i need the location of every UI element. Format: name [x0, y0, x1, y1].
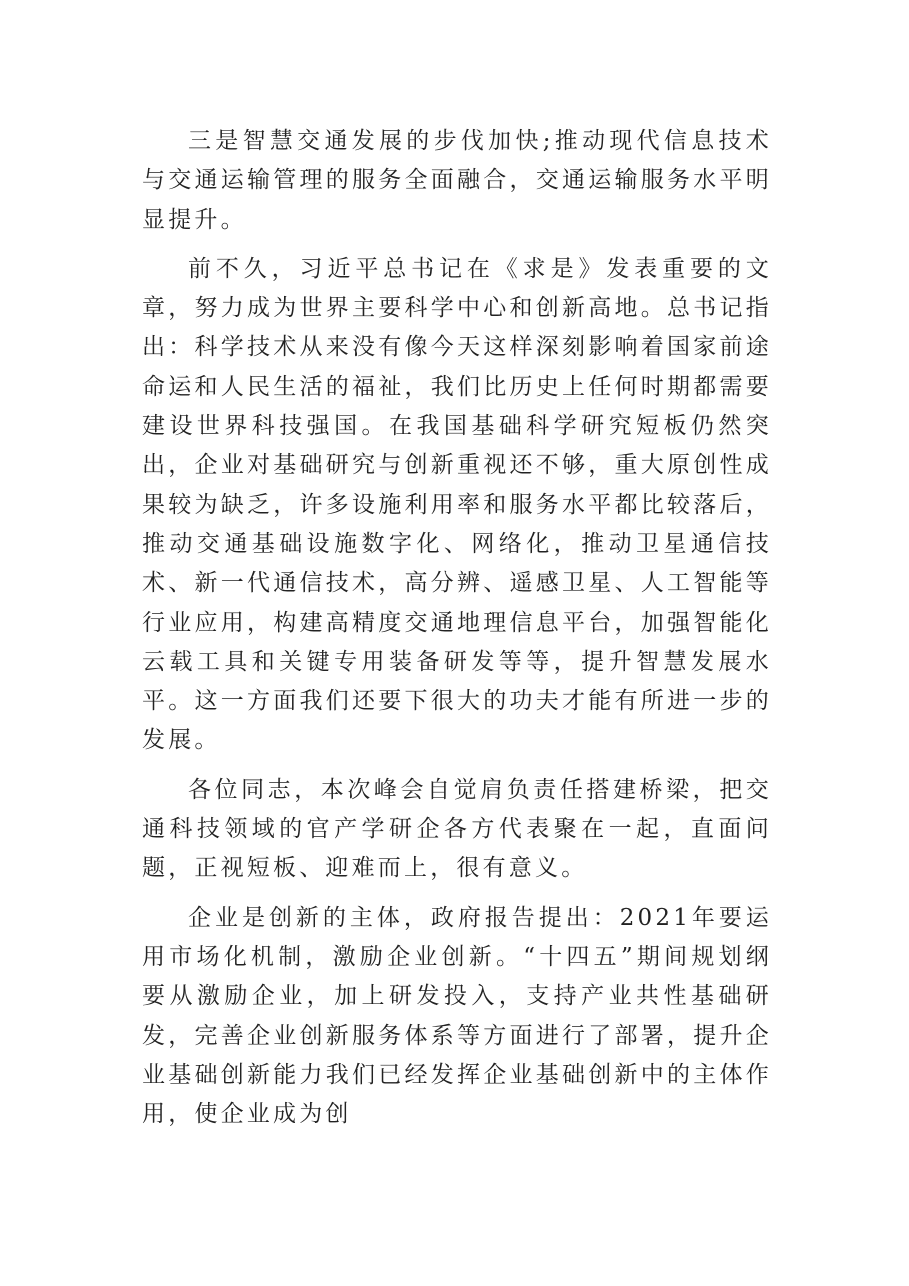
- paragraph-summit: 各位同志，本次峰会自觉肩负责任搭建桥梁，把交通科技领域的官产学研企各方代表聚在一起，直面问题，正视短板、迎难而上，很有意义。: [142, 776, 772, 882]
- paragraph-smart-transport: 三是智慧交通发展的步伐加快;推动现代信息技术与交通运输管理的服务全面融合，交通运输服务水平明显提升。: [142, 128, 772, 233]
- paragraph-science-innovation: 前不久，习近平总书记在《求是》发表重要的文章，努力成为世界主要科学中心和创新高地。总书记指出：科学技术从来没有像今天这样深刻影响着国家前途命运和人民生活的福祉，我们比历史上任何时期都需要建设世界科技强国。在我国基础科学研究短板仍然突出，企业对基础研究与创新重视还不够，重大原创性成果较为缺乏，许多设施利用率和服务水平都比较落后，推动交通基础设施数字化、网络化，推动卫星通信技术、新一代通信技术，高分辨、遥感卫星、人工智能等行业应用，构建高精度交通地理信息平台，加强智能化云载工具和关键专用装备研发等等，提升智慧发展水平。这一方面我们还要下很大的功夫才能有所进一步的发展。: [142, 255, 772, 754]
- document-body: [142, 122, 772, 1144]
- paragraph-enterprise-innovation: 企业是创新的主体，政府报告提出：2021年要运用市场化机制，激励企业创新。“十四五”期间规划纲要从激励企业，加上研发投入，支持产业共性基础研发，完善企业创新服务体系等方面进行了部署，提升企业基础创新能力我们已经发挥企业基础创新中的主体作用，使企业成为创: [142, 904, 772, 1128]
